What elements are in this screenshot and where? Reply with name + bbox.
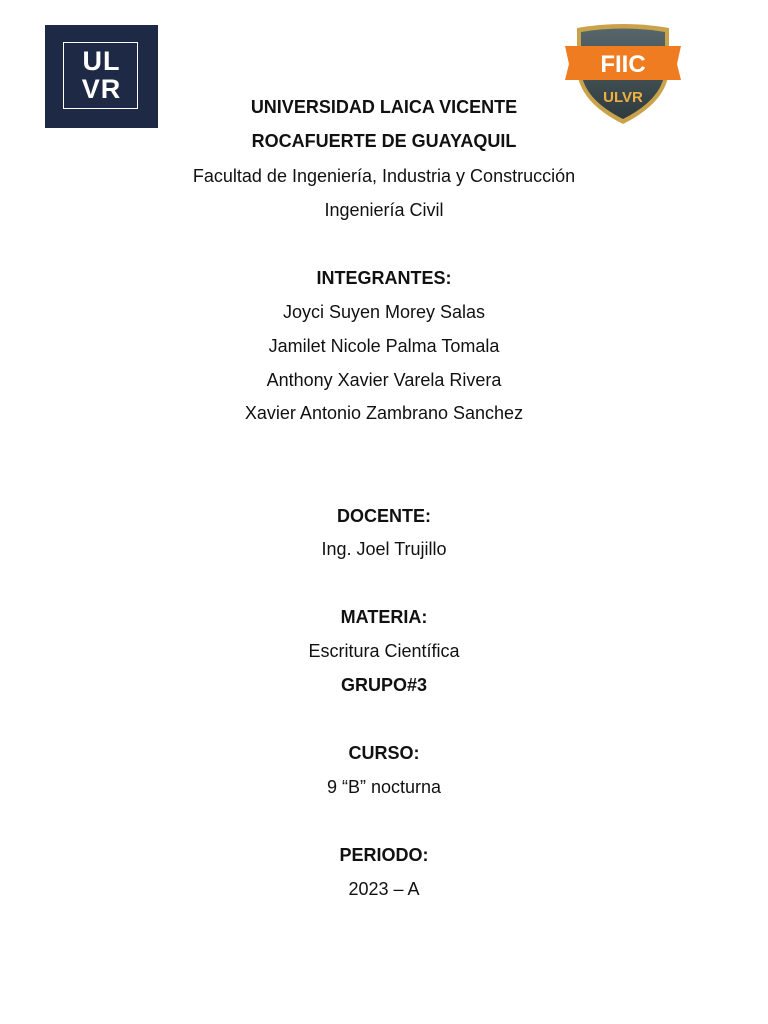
- member-name: Joyci Suyen Morey Salas: [282, 302, 486, 322]
- university-name-line1: UNIVERSIDAD LAICA VICENTE: [250, 97, 518, 117]
- logo-text-top: UL: [82, 46, 121, 76]
- members-heading: INTEGRANTES:: [316, 268, 452, 288]
- logo-text-bottom: VR: [81, 74, 122, 104]
- teacher-heading: DOCENTE:: [337, 506, 431, 526]
- period-heading: PERIODO:: [339, 845, 429, 865]
- university-name-line2: ROCAFUERTE DE GUAYAQUIL: [251, 131, 517, 151]
- career-name: Ingeniería Civil: [324, 200, 444, 220]
- logo-text-fiic: FIIC: [600, 51, 646, 78]
- period-value: 2023 – A: [348, 879, 420, 899]
- member-name: Jamilet Nicole Palma Tomala: [268, 336, 500, 356]
- course-heading: CURSO:: [348, 743, 420, 763]
- member-name: Anthony Xavier Varela Rivera: [266, 370, 502, 390]
- teacher-name: Ing. Joel Trujillo: [321, 539, 447, 559]
- group-label: GRUPO#3: [340, 675, 428, 695]
- course-value: 9 “B” nocturna: [326, 777, 442, 797]
- faculty-name: Facultad de Ingeniería, Industria y Construcción: [192, 166, 576, 186]
- subject-name: Escritura Científica: [308, 641, 460, 661]
- member-name: Xavier Antonio Zambrano Sanchez: [244, 403, 524, 423]
- logo-text-ulvr: ULVR: [603, 89, 643, 106]
- subject-heading: MATERIA:: [340, 607, 428, 627]
